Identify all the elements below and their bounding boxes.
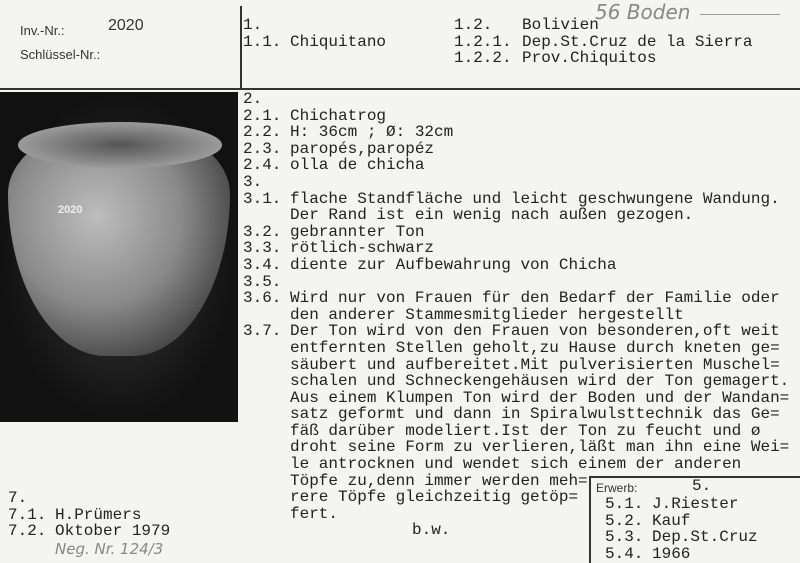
description-line	[243, 207, 789, 224]
description-line	[243, 224, 789, 241]
description-line	[243, 274, 789, 291]
field-number	[243, 207, 290, 224]
field-text: paropés,paropéz	[290, 139, 435, 158]
description-line	[243, 307, 789, 324]
description-line	[243, 191, 789, 208]
description-line	[243, 257, 789, 274]
field-text: Der Rand ist ein wenig nach außen gezogen.	[290, 206, 694, 225]
key-label: Schlüssel-Nr.:	[20, 47, 101, 62]
acquisition-list: 5.1. J.Riester 5.2. Kauf 5.3. Dep.St.Cruz 5.4. 1966	[605, 495, 758, 563]
section-7: 7. 7.1. H.Prümers 7.2. Oktober 1979	[8, 489, 171, 541]
field-number: 2.2.	[243, 123, 282, 142]
field-text: Aus einem Klumpen Ton wird der Boden und der Wandan=	[290, 388, 790, 407]
field-text: Chichatrog	[290, 106, 387, 125]
acquisition-left-line	[589, 476, 591, 563]
description-line	[243, 240, 789, 257]
field-text: gebrannter Ton	[290, 222, 425, 241]
field-number: 3.2.	[243, 222, 282, 241]
field-number: 3.4.	[243, 255, 282, 274]
field-text: flache Standfläche und leicht geschwungene Wandung.	[290, 189, 780, 208]
field-number: 2.	[243, 90, 263, 108]
handwritten-note-top: 56 Boden	[595, 0, 691, 24]
field-number: 2.4.	[243, 156, 282, 175]
field-text: fert.	[290, 504, 339, 523]
field-number	[243, 489, 290, 506]
description-line	[243, 323, 789, 340]
field-number: 2.3.	[243, 139, 282, 158]
object-photo	[0, 92, 238, 422]
section-1-2: 1.2. Bolivien 1.2.1. Dep.St.Cruz de la Sierra 1.2.2. Prov.Chiquitos	[454, 16, 753, 68]
field-number	[243, 406, 290, 423]
field-text: droht seine Form zu verlieren,läßt man ihn eine Wei=	[290, 438, 790, 457]
field-number	[243, 357, 290, 374]
field-text: Wird nur von Frauen für den Bedarf der Familie oder	[290, 289, 780, 308]
description-body	[243, 91, 789, 522]
divider-top	[0, 88, 800, 90]
section-1: 1. 1.1. Chiquitano	[243, 16, 387, 51]
field-number	[243, 340, 290, 357]
description-line	[243, 390, 789, 407]
field-number	[243, 307, 290, 324]
description-line	[243, 141, 789, 158]
field-number: 3.3.	[243, 239, 282, 258]
description-line	[243, 439, 789, 456]
field-text: olla de chicha	[290, 156, 425, 175]
description-line	[243, 91, 789, 108]
field-text: Der Ton wird von den Frauen von besonderen,oft weit	[290, 322, 780, 341]
field-number	[243, 390, 290, 407]
description-line	[243, 124, 789, 141]
turn-over-note: b.w.	[412, 521, 451, 539]
acquisition-label: Erwerb:	[596, 481, 638, 495]
acquisition-number: 5.	[692, 477, 712, 495]
description-line	[243, 373, 789, 390]
description-line	[243, 108, 789, 125]
field-number	[243, 373, 290, 390]
field-number	[243, 456, 290, 473]
description-line	[243, 423, 789, 440]
field-text: den anderer Stammesmitglieder hergestellt	[290, 305, 684, 324]
field-text: schalen und Schneckengehäusen wird der Ton gemagert.	[290, 372, 790, 391]
description-line	[243, 340, 789, 357]
description-line	[243, 290, 789, 307]
description-line	[243, 357, 789, 374]
field-number: 3.6.	[243, 289, 282, 308]
culture: Chiquitano	[290, 32, 387, 51]
field-text: fäß darüber modeliert.Ist der Ton zu feucht und ø	[290, 421, 761, 440]
field-number	[243, 506, 290, 523]
field-number: 3.1.	[243, 189, 282, 208]
description-line	[243, 406, 789, 423]
field-text: H: 36cm ; Ø: 32cm	[290, 123, 454, 142]
field-number: 3.5.	[243, 272, 282, 291]
description-line	[243, 174, 789, 191]
description-line	[243, 456, 789, 473]
field-text: le antrocknen und wendet sich einem der anderen	[290, 455, 742, 474]
field-text: Töpfe zu,denn immer werden meh=	[290, 471, 588, 490]
field-text: diente zur Aufbewahrung von Chicha	[290, 255, 617, 274]
field-number: 3.7.	[243, 322, 282, 341]
field-number: 3.	[243, 172, 263, 191]
field-number	[243, 473, 290, 490]
field-number	[243, 423, 290, 440]
description-line	[243, 157, 789, 174]
field-text: satz geformt und dann in Spiralwulsttechnik das Ge=	[290, 405, 780, 424]
handwritten-neg-number: Neg. Nr. 124/3	[55, 540, 164, 558]
divider-vertical	[240, 6, 242, 90]
field-text: säubert und aufbereitet.Mit pulverisierten Muschel=	[290, 355, 780, 374]
inv-label: Inv.-Nr.:	[20, 23, 65, 38]
field-text: rötlich-schwarz	[290, 239, 435, 258]
field-number: 2.1.	[243, 106, 282, 125]
field-text: rere Töpfe gleichzeitig getöp=	[290, 488, 579, 507]
strikethrough	[700, 14, 780, 15]
field-text: entfernten Stellen geholt,zu Hause durch kneten ge=	[290, 338, 780, 357]
photo-object-number: 2020	[58, 204, 83, 216]
field-number	[243, 439, 290, 456]
inv-value: 2020	[108, 17, 144, 34]
pot-rim	[18, 122, 222, 168]
